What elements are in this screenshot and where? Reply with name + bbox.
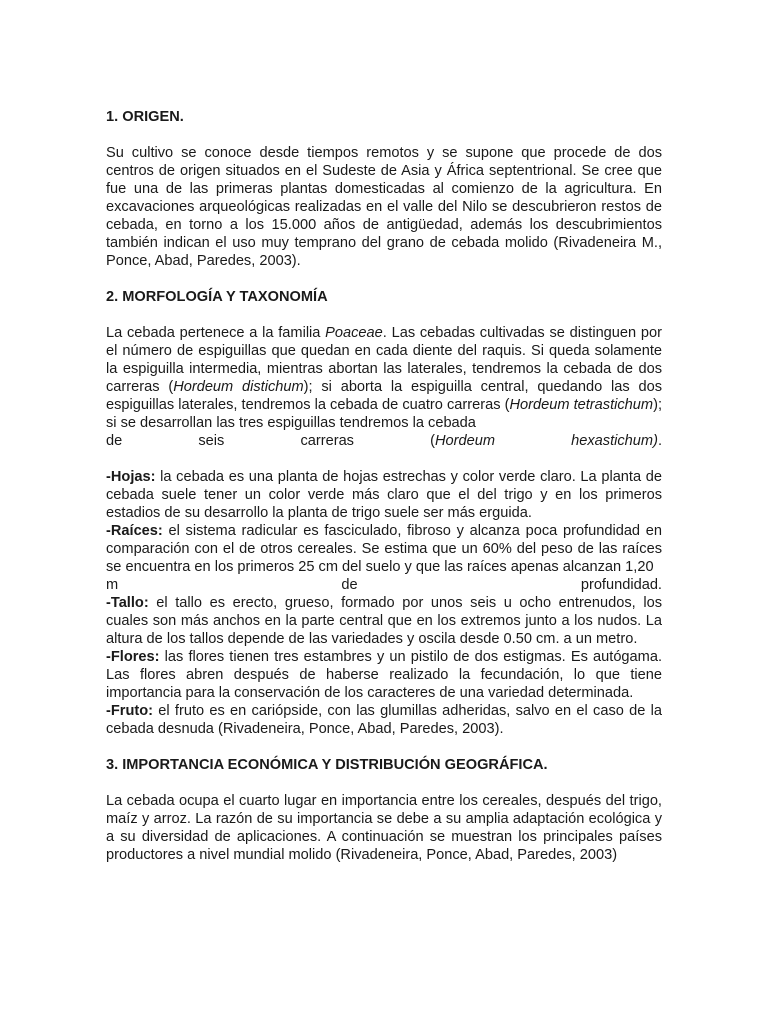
part-tallo xyxy=(106,594,662,648)
species-distichum: Hordeum distichum xyxy=(173,379,304,395)
part-text-flores: las flores tienen tres estambres y un pistilo de dos estigmas. Es autógama. Las flores abren después de haberse realizado la fecundación, lo que tiene importancia para la conservación de los caracteres de una variedad determinada. xyxy=(106,649,662,701)
paragraph-origen: Su cultivo se conoce desde tiempos remotos y se supone que procede de dos centros de origen situados en el Sudeste de Asia y África septentrional. Se cree que fue una de las primeras plantas domesticadas al comienzo de la agricultura. En excavaciones arqueológicas realizadas en el valle del Nilo se descubrieron restos de cebada, en torno a los 15.000 años de antigüedad, además los descubrimientos también indican el uso muy temprano del grano de cebada molido (Rivadeneira M., Ponce, Abad, Paredes, 2003). xyxy=(106,145,662,269)
document-page xyxy=(106,108,662,864)
intro-last-end: . xyxy=(657,433,662,449)
part-label-fruto: -Fruto: xyxy=(106,703,154,719)
part-label-hojas: -Hojas: xyxy=(106,469,156,485)
intro-text-2: . Las cebadas cultivadas se distinguen por el número de espiguillas que quedan en cada diente del raquis. Si queda solamente la espiguilla intermedia, mientras abortan las laterales, tendremos la cebada de dos carreras ( xyxy=(106,325,662,395)
part-text-fruto: el fruto es en cariópside, con las glumillas adheridas, salvo en el caso de la cebada desnuda (Rivadeneira, Ponce, Abad, Paredes, 2003). xyxy=(106,703,662,737)
species-hexastichum: Hordeum hexastichum) xyxy=(434,433,658,449)
part-text-raices: el sistema radicular es fasciculado, fibroso y alcanza poca profundidad en comparación con el de otros cereales. Se estima que un 60% del peso de las raíces se encuentra en los primeros 25 cm del suelo y que las raíces apenas alcanzan 1,20 xyxy=(106,523,662,575)
paragraph-morfologia-intro xyxy=(106,324,662,450)
intro-text-1: La cebada pertenece a la familia xyxy=(106,325,326,341)
section-heading-importancia: 3. IMPORTANCIA ECONÓMICA Y DISTRIBUCIÓN GEOGRÁFICA. xyxy=(106,757,548,773)
species-tetrastichum: Hordeum tetrastichum xyxy=(509,397,654,413)
intro-text-3: ); si aborta la espiguilla central, quedando las dos espiguillas laterales, tendremos la cebada de cuatro carreras ( xyxy=(106,379,663,413)
part-raices-last-line: m de profundidad. xyxy=(106,577,662,593)
intro-last-plain: de seis carreras ( xyxy=(106,433,435,449)
part-hojas xyxy=(106,468,662,522)
part-flores xyxy=(106,648,662,702)
section-heading-origen: 1. ORIGEN. xyxy=(106,109,184,125)
part-raices xyxy=(106,522,662,594)
part-fruto xyxy=(106,702,662,738)
part-label-tallo: -Tallo: xyxy=(106,595,149,611)
section-heading-morfologia: 2. MORFOLOGÍA Y TAXONOMÍA xyxy=(106,289,328,305)
part-text-tallo: el tallo es erecto, grueso, formado por unos seis u ocho entrenudos, los cuales son más anchos en la parte central que en los extremos junto a los nudos. La altura de los tallos depende de las variedades y oscila desde 0.50 cm. a un metro. xyxy=(106,595,662,647)
part-text-hojas: la cebada es una planta de hojas estrechas y color verde claro. La planta de cebada suele tener un color verde más claro que el del trigo y en los primeros estadios de su desarrollo la planta de trigo suele ser más erguida. xyxy=(106,469,662,521)
intro-last-line xyxy=(106,432,662,450)
paragraph-importancia: La cebada ocupa el cuarto lugar en importancia entre los cereales, después del trigo, maíz y arroz. La razón de su importancia se debe a su amplia adaptación ecológica y a su diversidad de aplicaciones. A continuación se muestran los principales países productores a nivel mundial molido (Rivadeneira, Ponce, Abad, Paredes, 2003) xyxy=(106,793,662,863)
part-label-raices: -Raíces: xyxy=(106,523,163,539)
intro-text-4: ); si se desarrollan las tres espiguillas tendremos la cebada xyxy=(106,397,662,431)
part-label-flores: -Flores: xyxy=(106,649,160,665)
family-name: Poaceae xyxy=(325,325,383,341)
